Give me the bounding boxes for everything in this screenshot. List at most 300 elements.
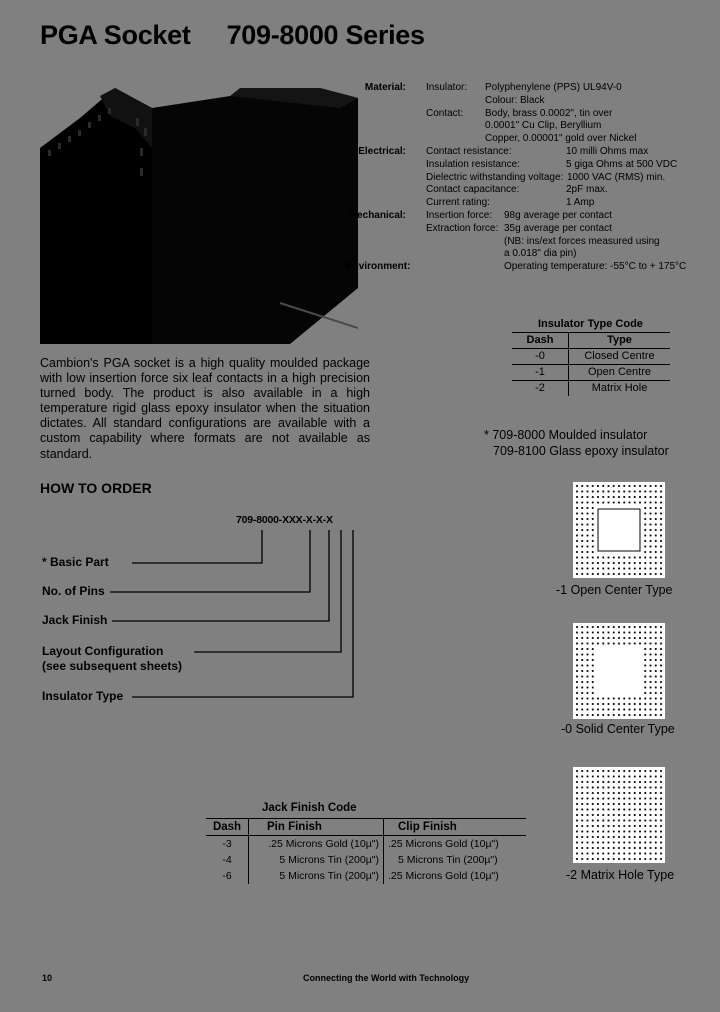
pin-hole [608,502,610,504]
pin-hole [592,540,594,542]
pin-hole [655,485,657,487]
pin-hole [618,842,620,844]
pin-hole [650,692,652,694]
pin-hole [660,573,662,575]
pin-hole [576,535,578,537]
jack-header-pin: Pin Finish [249,819,384,836]
pin-hole [576,670,578,672]
pin-hole [581,491,583,493]
pin-hole [587,820,589,822]
pin-hole [655,637,657,639]
pin-hole [592,502,594,504]
pin-hole [644,787,646,789]
pin-hole [597,491,599,493]
pin-hole [650,502,652,504]
pin-hole [608,853,610,855]
open-center-grid-diagram [573,482,665,578]
pin-hole [650,626,652,628]
pin-hole [592,665,594,667]
pin-hole [592,803,594,805]
pin-hole [587,654,589,656]
pin-hole [623,831,625,833]
pin-hole [597,776,599,778]
pin-hole [613,562,615,564]
pin-hole [660,568,662,570]
pin-hole [650,665,652,667]
pin-hole [592,770,594,772]
pin-hole [587,568,589,570]
pin-hole [639,792,641,794]
pin-hole [660,626,662,628]
pin-hole [592,637,594,639]
pin-hole [660,540,662,542]
pin-hole [660,562,662,564]
pin-hole [592,518,594,520]
pin-hole [581,847,583,849]
pin-hole [639,562,641,564]
pin-hole [613,787,615,789]
pin-hole [655,546,657,548]
pin-hole [602,847,604,849]
pin-hole [613,485,615,487]
insulator-type: Open Centre [569,365,671,381]
pin-hole [576,776,578,778]
pin-hole [597,847,599,849]
pin-hole [602,568,604,570]
pin-hole [592,709,594,711]
pin-hole [634,562,636,564]
spec-key: Insulator: [426,82,468,93]
jack-header-clip: Clip Finish [384,819,527,836]
part-number: 709-8000-XXX-X-X-X [236,514,333,526]
spec-value: 35g average per contact [504,222,612,234]
pin-hole [655,665,657,667]
pin-hole [623,643,625,645]
pin-hole [597,626,599,628]
pin-hole [660,676,662,678]
pin-hole [602,820,604,822]
spec-value: Copper, 0.00001" gold over Nickel [485,133,637,145]
pin-hole [587,681,589,683]
pin-hole [644,524,646,526]
pin-hole [587,491,589,493]
pin-hole [597,831,599,833]
pin-hole [655,687,657,689]
jack-pin-finish: .25 Microns Gold (10µ") [249,836,384,853]
pin-hole [655,518,657,520]
pin-hole [618,792,620,794]
pin-hole [618,820,620,822]
spec-value: 98g average per contact [504,210,612,221]
pin-hole [650,831,652,833]
pin-hole [602,632,604,634]
insulator-type: Matrix Hole [569,381,671,397]
pin-hole [581,820,583,822]
pin-hole [618,714,620,716]
pin-hole [581,626,583,628]
pin-hole [592,853,594,855]
pin-hole [655,803,657,805]
pin-hole [597,568,599,570]
pin-hole [644,676,646,678]
pin-hole [576,792,578,794]
pin-hole [639,502,641,504]
pin-hole [629,776,631,778]
pin-hole [581,507,583,509]
pin-hole [660,513,662,515]
spec-value: a 0.018" dia pin) [504,248,577,260]
pin-hole [650,551,652,553]
pin-hole [587,692,589,694]
pin-hole [613,825,615,827]
pin-hole [581,670,583,672]
pin-hole [634,847,636,849]
pin-hole [634,792,636,794]
pin-hole [587,540,589,542]
pin-hole [608,626,610,628]
pin-hole [613,853,615,855]
pin-hole [655,643,657,645]
insulator-dash: -1 [512,365,569,381]
pin-hole [608,703,610,705]
pin-hole [597,709,599,711]
pin-hole [587,714,589,716]
pin-hole [581,535,583,537]
jack-pin-finish: 5 Microns Tin (200µ") [249,852,384,868]
label-no-of-pins: No. of Pins [42,584,105,598]
pin-hole [650,803,652,805]
pin-hole [655,831,657,833]
pin-hole [623,698,625,700]
pin-hole [597,809,599,811]
pin-hole [650,557,652,559]
label-see-subsequent: (see subsequent sheets) [42,659,183,673]
pin-hole [613,803,615,805]
pin-hole [608,637,610,639]
pin-hole [576,529,578,531]
jack-clip-finish: .25 Microns Gold (10µ") [388,838,499,850]
pin-hole [655,562,657,564]
pin-hole [655,670,657,672]
insulator-dash: -2 [512,381,569,397]
pin-hole [623,842,625,844]
pin-hole [660,698,662,700]
pin-hole [602,502,604,504]
pin-hole [639,803,641,805]
pin-hole [660,529,662,531]
pin-hole [655,798,657,800]
pin-hole [608,491,610,493]
spec-key: Insulation resistance: [426,158,520,170]
pin-hole [639,573,641,575]
pin-hole [597,496,599,498]
pin-hole [618,831,620,833]
note-moulded: * 709-8000 Moulded insulator [484,428,648,442]
pin-hole [597,637,599,639]
pin-hole [660,643,662,645]
pin-hole [602,626,604,628]
pin-hole [660,502,662,504]
pin-hole [602,770,604,772]
spec-value: Colour: Black [485,94,545,106]
pin-hole [581,551,583,553]
label-insulator-type: Insulator Type [42,689,124,703]
pin-hole [655,776,657,778]
pin-hole [629,825,631,827]
pin-hole [650,820,652,822]
pin-hole [576,502,578,504]
pin-hole [597,803,599,805]
pin-hole [587,507,589,509]
insulator-header-type: Type [569,333,671,349]
pin-hole [587,535,589,537]
pin-hole [655,529,657,531]
pin-hole [644,643,646,645]
pin-hole [623,491,625,493]
pin-hole [608,770,610,772]
pin-hole [581,540,583,542]
pin-hole [650,703,652,705]
pin-hole [597,698,599,700]
pin-hole [587,626,589,628]
pin-hole [613,836,615,838]
pin-hole [618,698,620,700]
pin-hole [655,792,657,794]
pin-hole [613,491,615,493]
pin-hole [576,557,578,559]
pin-hole [618,703,620,705]
jack-table-title: Jack Finish Code [262,802,357,814]
pin-hole [650,825,652,827]
pin-hole [623,858,625,860]
pin-hole [655,540,657,542]
table-row [206,868,526,884]
pin-hole [660,814,662,816]
pin-hole [660,858,662,860]
pin-hole [581,858,583,860]
pin-hole [576,798,578,800]
note-glass-epoxy: 709-8100 Glass epoxy insulator [493,444,669,458]
pin-hole [655,692,657,694]
pin-hole [618,770,620,772]
spec-value: 1 Amp [566,197,595,209]
pin-hole [629,502,631,504]
pin-hole [644,632,646,634]
pin-hole [587,687,589,689]
pin-hole [592,714,594,716]
pin-hole [660,557,662,559]
pin-hole [592,836,594,838]
pin-hole [644,770,646,772]
pin-hole [660,836,662,838]
pin-hole [576,637,578,639]
pin-hole [608,836,610,838]
pin-hole [576,842,578,844]
pin-hole [623,626,625,628]
pin-hole [639,485,641,487]
pin-hole [576,809,578,811]
pin-hole [623,787,625,789]
pin-hole [592,687,594,689]
pin-hole [655,654,657,656]
pin-hole [576,853,578,855]
pin-hole [650,781,652,783]
label-basic-part: * Basic Part [42,555,109,569]
pin-hole [576,626,578,628]
pin-hole [639,698,641,700]
pin-hole [576,485,578,487]
pin-hole [660,692,662,694]
pin-hole [597,573,599,575]
pin-hole [623,809,625,811]
grid-caption-matrix: -2 Matrix Hole Type [566,868,675,882]
pin-hole [655,496,657,498]
pin-hole [576,847,578,849]
pin-hole [587,787,589,789]
pin-hole [660,637,662,639]
pin-hole [629,703,631,705]
pin-hole [623,781,625,783]
pin-hole [587,648,589,650]
pin-hole [602,703,604,705]
pin-hole [650,698,652,700]
pin-hole [644,687,646,689]
pin-hole [608,632,610,634]
pin-hole [629,626,631,628]
pin-hole [650,787,652,789]
insulator-header-dash: Dash [512,333,569,349]
pin-hole [623,502,625,504]
pin-hole [592,513,594,515]
pin-hole [602,714,604,716]
pin-hole [602,637,604,639]
pin-hole [592,643,594,645]
pin-hole [581,781,583,783]
pin-hole [629,798,631,800]
pin-hole [597,781,599,783]
jack-header-dash: Dash [206,819,249,836]
pin-hole [576,820,578,822]
pin-hole [602,803,604,805]
pin-hole [613,820,615,822]
spec-key: Extraction force: [426,222,499,234]
pin-hole [576,814,578,816]
pin-hole [650,853,652,855]
pin-hole [629,853,631,855]
pin-hole [597,836,599,838]
pin-hole [634,776,636,778]
pin-hole [587,551,589,553]
pin-hole [581,770,583,772]
pin-hole [618,803,620,805]
pin-hole [644,518,646,520]
pin-hole [581,573,583,575]
pin-hole [644,681,646,683]
pin-hole [581,529,583,531]
pin-hole [634,798,636,800]
grid-caption-open: -1 Open Center Type [556,583,673,597]
pin-hole [592,825,594,827]
pin-hole [587,781,589,783]
pin-hole [608,781,610,783]
pin-hole [592,496,594,498]
pin-hole [618,809,620,811]
pin-hole [613,847,615,849]
pin-hole [576,491,578,493]
pin-hole [602,562,604,564]
pin-hole [581,485,583,487]
pin-hole [581,692,583,694]
footer-tagline: Connecting the World with Technology [303,973,470,983]
pin-hole [592,654,594,656]
pin-hole [581,648,583,650]
pin-hole [629,557,631,559]
pin-hole [597,787,599,789]
pin-hole [629,781,631,783]
pin-hole [608,568,610,570]
pin-hole [602,792,604,794]
pin-hole [587,803,589,805]
pin-hole [587,836,589,838]
pin-hole [587,703,589,705]
pin-hole [581,632,583,634]
pin-hole [608,557,610,559]
pin-hole [587,659,589,661]
pin-hole [613,831,615,833]
pin-hole [608,847,610,849]
pin-hole [655,853,657,855]
pin-hole [644,842,646,844]
pin-hole [655,659,657,661]
pin-hole [655,709,657,711]
pin-hole [629,573,631,575]
pin-hole [644,703,646,705]
pin-hole [629,491,631,493]
pin-hole [602,798,604,800]
pin-hole [639,770,641,772]
pin-hole [655,825,657,827]
pin-hole [650,814,652,816]
pin-hole [592,529,594,531]
pin-hole [576,507,578,509]
spec-key: Current rating: [426,197,490,209]
pin-hole [639,626,641,628]
pin-hole [592,670,594,672]
pin-hole [650,546,652,548]
pin-hole [608,798,610,800]
pin-hole [629,568,631,570]
pin-hole [576,632,578,634]
title-text: PGA Socket [40,20,191,50]
pin-hole [634,814,636,816]
pin-hole [660,654,662,656]
pin-hole [660,665,662,667]
pin-hole [639,703,641,705]
jack-clip-finish: .25 Microns Gold (10µ") [388,870,499,882]
pin-hole [655,632,657,634]
pin-hole [634,825,636,827]
pin-hole [629,836,631,838]
pin-hole [581,568,583,570]
pin-hole [587,670,589,672]
pin-hole [608,858,610,860]
pin-hole [592,485,594,487]
pin-hole [639,776,641,778]
pin-hole [602,814,604,816]
pin-hole [592,809,594,811]
pin-hole [644,692,646,694]
pin-hole [581,714,583,716]
